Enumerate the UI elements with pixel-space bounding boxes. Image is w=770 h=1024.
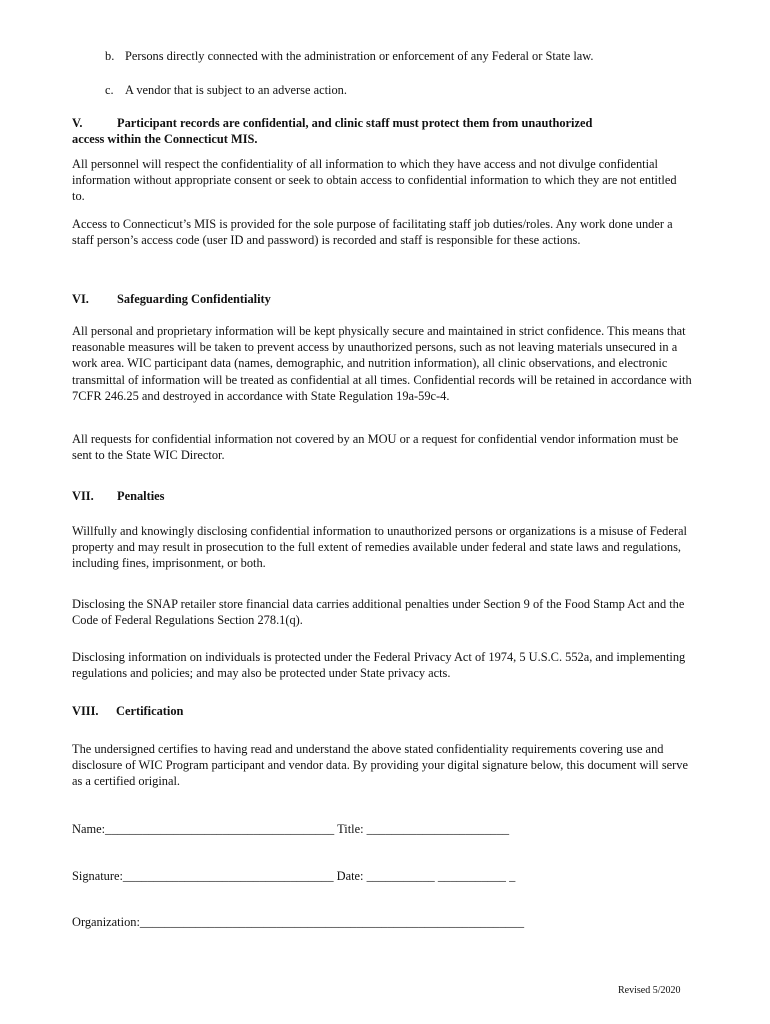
list-item-text: A vendor that is subject to an adverse action. — [125, 83, 347, 97]
section-v-para-1: All personnel will respect the confidentiality of all information to which they have access and not divulge confidential information without appropriate consent or seek to obtain access to confidential information to which they are not entitled to. — [72, 157, 677, 204]
list-item-label: c. — [105, 83, 114, 97]
section-number: VI. — [72, 292, 89, 306]
list-item-b — [105, 48, 594, 64]
section-vii-para-1: Willfully and knowingly disclosing confidential information to unauthorized persons or organizations is a misuse of Federal property and may result in prosecution to the full extent of remedies available under federal and state laws and regulations, including fines, imprisonment, or both. — [72, 524, 687, 571]
section-title: Penalties — [117, 489, 165, 503]
list-item-c — [105, 82, 347, 98]
section-vii-para-2: Disclosing the SNAP retailer store financial data carries additional penalties under Section 9 of the Food Stamp Act and the Code of Federal Regulations Section 278.1(q). — [72, 597, 685, 628]
section-number: VII. — [72, 489, 94, 503]
section-number: V. — [72, 116, 83, 130]
section-viii-para-1: The undersigned certifies to having read and understand the above stated confidentiality requirements covering use and disclosure of WIC Program participant and vendor data. By providing your digital signature below, this document will serve as a certified original. — [72, 742, 688, 789]
organization-field[interactable]: Organization:______________________________________________________________ — [72, 915, 525, 929]
section-title: Certification — [116, 704, 184, 718]
section-vi-heading — [72, 291, 692, 307]
section-vi-para-1: All personal and proprietary information will be kept physically secure and maintained in strict confidence. This means that reasonable measures will be taken to prevent access by unauthorized persons, such as not leaving materials unsecured in a work area. WIC participant data (names, demographic, and nutrition information), all clinic observations, and electronic transmittal of information will be treated as confidential at all times. Confidential records will be retained in accordance with 7CFR 246.25 and destroyed in accordance with State Regulation 19a-59c-4. — [72, 324, 692, 403]
section-vii-heading — [72, 488, 692, 504]
signature-date-field[interactable]: Signature:__________________________________ Date: ___________ ___________ _ — [72, 869, 516, 883]
section-viii-heading — [72, 703, 692, 719]
section-title-line2: access within the Connecticut MIS. — [72, 132, 258, 146]
list-item-text: Persons directly connected with the administration or enforcement of any Federal or State law. — [125, 49, 594, 63]
section-v-para-2: Access to Connecticut’s MIS is provided for the sole purpose of facilitating staff job duties/roles. Any work done under a staff person’s access code (user ID and password) is recorded and staff is responsible for these actions. — [72, 217, 673, 248]
section-v-heading — [72, 115, 692, 147]
section-vi-para-2: All requests for confidential information not covered by an MOU or a request for confidential vendor information must be sent to the State WIC Director. — [72, 432, 679, 463]
list-item-label: b. — [105, 49, 115, 63]
revised-date: Revised 5/2020 — [618, 985, 681, 996]
section-number: VIII. — [72, 704, 99, 718]
section-title-line1: Participant records are confidential, and clinic staff must protect them from unauthorized — [117, 116, 593, 130]
section-title: Safeguarding Confidentiality — [117, 292, 271, 306]
section-vii-para-3: Disclosing information on individuals is protected under the Federal Privacy Act of 1974, 5 U.S.C. 552a, and implementing regulations and policies; and may also be protected under State privacy acts. — [72, 650, 686, 681]
name-title-field[interactable]: Name:_____________________________________ Title: _______________________ — [72, 822, 510, 836]
